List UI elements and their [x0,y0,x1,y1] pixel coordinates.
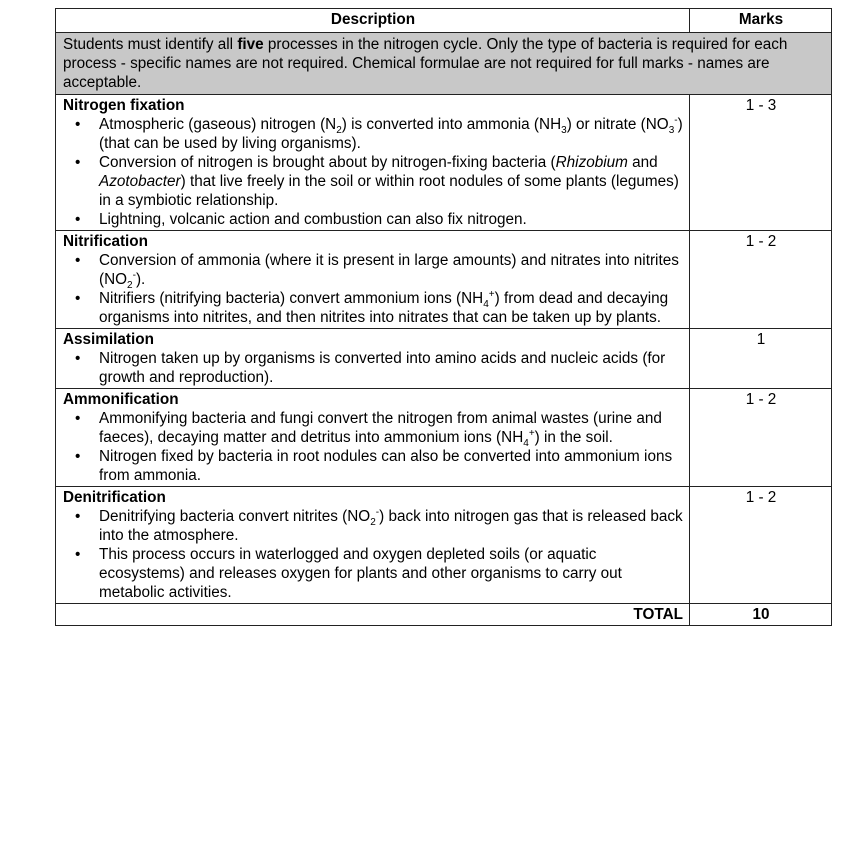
section-marks: 1 - 2 [690,231,832,329]
subscript: 3 [561,125,567,137]
section-row [56,231,832,329]
bullet-item [99,251,683,292]
text-run: and [627,154,658,171]
section-row [56,329,832,389]
text-run: ) or nitrate (NO [566,116,669,133]
section-description [56,487,690,604]
bullet-item [99,153,683,210]
section-title: Nitrogen fixation [63,97,185,114]
subscript: 2 [336,125,342,137]
text-run: ). [135,271,146,288]
section-title: Denitrification [63,489,166,506]
text-run: ) that live freely in the soil or within root nodules of some plants (legumes) in a symbiotic relationship. [99,173,679,209]
text-run: ) from dead and decaying organisms into nitrites, and then nitrites into nitrates that can be taken up by plants. [99,290,669,326]
section-marks: 1 - 3 [690,95,832,231]
section-marks: 1 - 2 [690,389,832,487]
bullet-list [63,115,683,229]
marks-header: Marks [690,9,832,33]
bullet-item [99,545,683,602]
italic-text: Rhizobium [555,154,628,171]
description-header: Description [56,9,690,33]
section-row [56,487,832,604]
superscript: + [488,288,495,300]
section-title: Nitrification [63,233,148,250]
section-description [56,329,690,389]
subscript: 2 [370,517,376,529]
section-row [56,95,832,231]
section-marks: 1 [690,329,832,389]
text-run: Nitrifiers (nitrifying bacteria) convert ammonium ions (NH [99,290,484,307]
note-row [56,33,832,95]
text-run: ) back into nitrogen gas that is released back into the atmosphere. [99,508,683,544]
total-row [56,604,832,626]
note-text-before: Students must identify all [63,36,238,53]
bullet-item [99,447,683,485]
section-title: Assimilation [63,331,154,348]
superscript: + [528,427,535,439]
section-marks: 1 - 2 [690,487,832,604]
bullet-list [63,251,683,327]
section-description [56,389,690,487]
subscript: 2 [127,280,133,292]
header-row [56,9,832,33]
section-title: Ammonification [63,391,179,408]
marking-scheme-table [55,8,832,626]
note-text-after: processes in the nitrogen cycle. Only the type of bacteria is required for each process - specific names are not required. Chemical formulae are not required for full marks - names are acceptable. [63,36,788,91]
text-run: ) (that can be used by living organisms). [99,116,683,152]
text-run: ) is converted into ammonia (NH [341,116,562,133]
subscript: 3 [668,125,675,137]
text-run: Lightning, volcanic action and combustion can also fix nitrogen. [99,211,527,228]
superscript: - [132,269,136,281]
text-run: Denitrifying bacteria convert nitrites (NO [99,508,371,525]
bullet-item [99,507,683,545]
total-label: TOTAL [56,604,690,626]
superscript: - [674,114,678,126]
total-value: 10 [690,604,832,626]
bullet-item [99,409,683,450]
text-run: ) in the soil. [534,429,613,446]
text-run: Ammonifying bacteria and fungi convert the nitrogen from animal wastes (urine and faeces), decaying matter and detritus into ammonium ions (NH [99,410,662,446]
text-run: Nitrogen taken up by organisms is converted into amino acids and nucleic acids (for growth and reproduction). [99,350,666,386]
subscript: 4 [523,438,529,450]
bullet-item [99,349,683,387]
section-description [56,231,690,329]
note-text-bold: five [237,36,264,53]
bullet-list [63,349,683,387]
section-row [56,389,832,487]
section-description [56,95,690,231]
instructions-note [56,33,832,95]
text-run: Conversion of ammonia (where it is present in large amounts) and nitrates into nitrites (NO [99,252,679,288]
bullet-list [63,507,683,602]
text-run: Conversion of nitrogen is brought about by nitrogen-fixing bacteria ( [99,154,556,171]
text-run: Nitrogen fixed by bacteria in root nodules can also be converted into ammonium ions from ammonia. [99,448,673,484]
bullet-item [99,210,683,229]
subscript: 4 [483,299,489,311]
superscript: - [375,506,380,518]
italic-text: Azotobacter [99,173,181,190]
bullet-item [99,289,683,327]
bullet-list [63,409,683,485]
bullet-item [99,115,683,153]
text-run: This process occurs in waterlogged and oxygen depleted soils (or aquatic ecosystems) and releases oxygen for plants and other organisms to carry out metabolic activities. [99,546,622,601]
text-run: Atmospheric (gaseous) nitrogen (N [99,116,337,133]
